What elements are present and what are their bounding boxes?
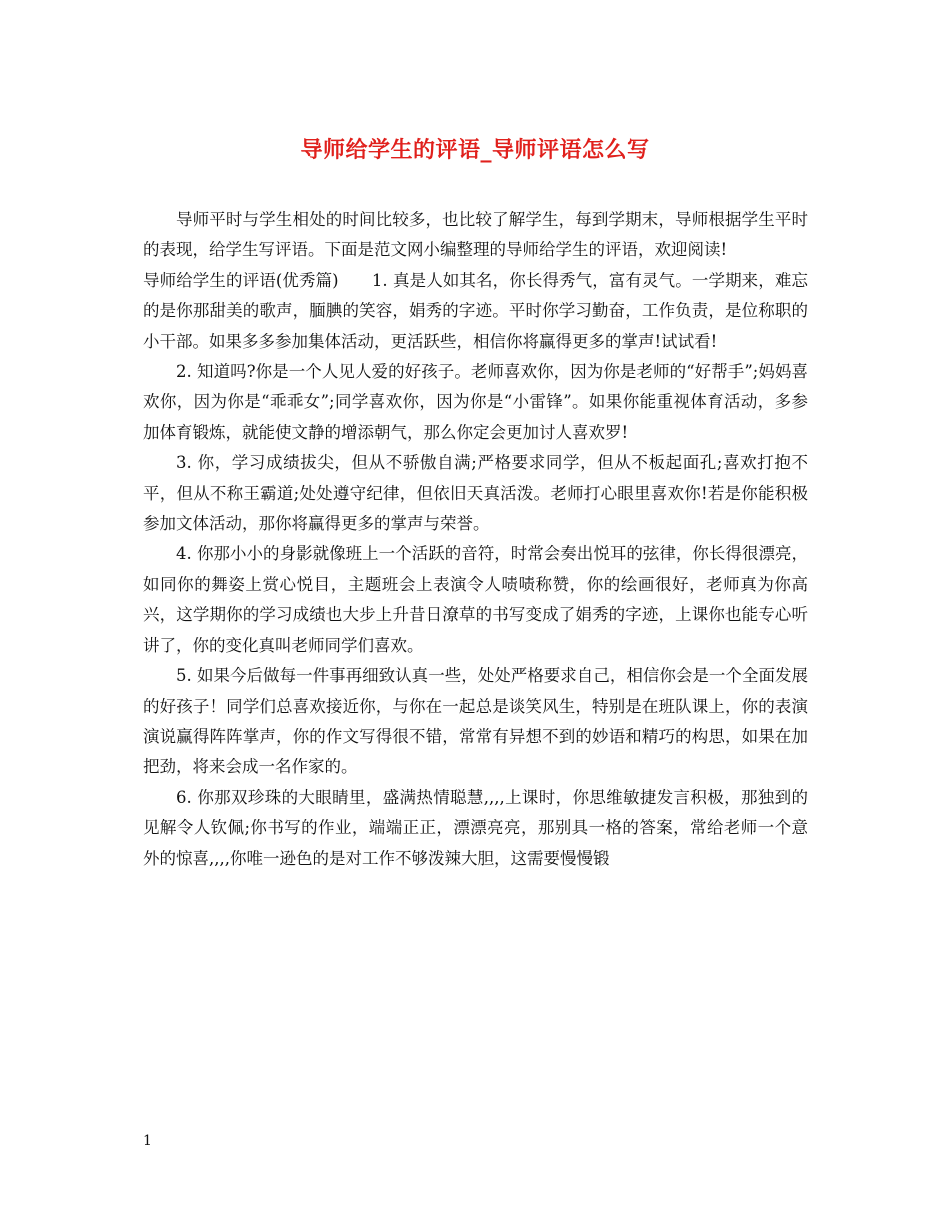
intro-paragraph: 导师平时与学生相处的时间比较多，也比较了解学生，每到学期末，导师根据学生平时的表现，给学生写评语。下面是范文网小编整理的导师给学生的评语，欢迎阅读! xyxy=(143,210,808,260)
document-title: 导师给学生的评语_导师评语怎么写 xyxy=(300,138,650,163)
paragraph-6: 6. 你那双珍珠的大眼睛里，盛满热情聪慧,,,,上课时，你思维敏捷发言积极，那独到的见解令人钦佩;你书写的作业，端端正正，漂漂亮亮，那别具一格的答案，常给老师一个意外的惊喜,,,,你唯一逊色的是对工作不够泼辣大胆，这需要慢慢锻 xyxy=(143,787,808,868)
paragraph-3: 3. 你，学习成绩拔尖，但从不骄傲自满;严格要求同学，但从不板起面孔;喜欢打抱不平，但从不称王霸道;处处遵守纪律，但依旧天真活泼。老师打心眼里喜欢你!若是你能积极参加文体活动，那你将赢得更多的掌声与荣誉。 xyxy=(143,453,808,534)
paragraph-1: 导师给学生的评语(优秀篇) 1. 真是人如其名，你长得秀气，富有灵气。一学期来，难忘的是你那甜美的歌声，腼腆的笑容，娟秀的字迹。平时你学习勤奋，工作负责，是位称职的小干部。如果多多参加集体活动，更活跃些，相信你将赢得更多的掌声!试试看! xyxy=(143,270,808,351)
paragraph-2: 2. 知道吗?你是一个人见人爱的好孩子。老师喜欢你，因为你是老师的“好帮手”;妈妈喜欢你，因为你是“乖乖女”;同学喜欢你，因为你是“小雷锋”。如果你能重视体育活动，多参加体育锻炼，就能使文静的增添朝气，那么你定会更加讨人喜欢罗! xyxy=(143,362,808,442)
paragraph-4: 4. 你那小小的身影就像班上一个活跃的音符，时常会奏出悦耳的弦律，你长得很漂亮，如同你的舞姿上赏心悦目，主题班会上表演令人啧啧称赞，你的绘画很好，老师真为你高兴，这学期你的学习成绩也大步上升昔日潦草的书写变成了娟秀的字迹，上课你也能专心听讲了，你的变化真叫老师同学们喜欢。 xyxy=(143,544,808,655)
page-number: 1 xyxy=(143,1133,152,1149)
paragraph-5: 5. 如果今后做每一件事再细致认真一些，处处严格要求自己，相信你会是一个全面发展的好孩子！同学们总喜欢接近你，与你在一起总是谈笑风生，特别是在班队课上，你的表演演说赢得阵阵掌声，你的作文写得很不错，常常有异想不到的妙语和精巧的构思，如果在加把劲，将来会成一名作家的。 xyxy=(143,666,808,777)
document-body xyxy=(143,205,808,874)
